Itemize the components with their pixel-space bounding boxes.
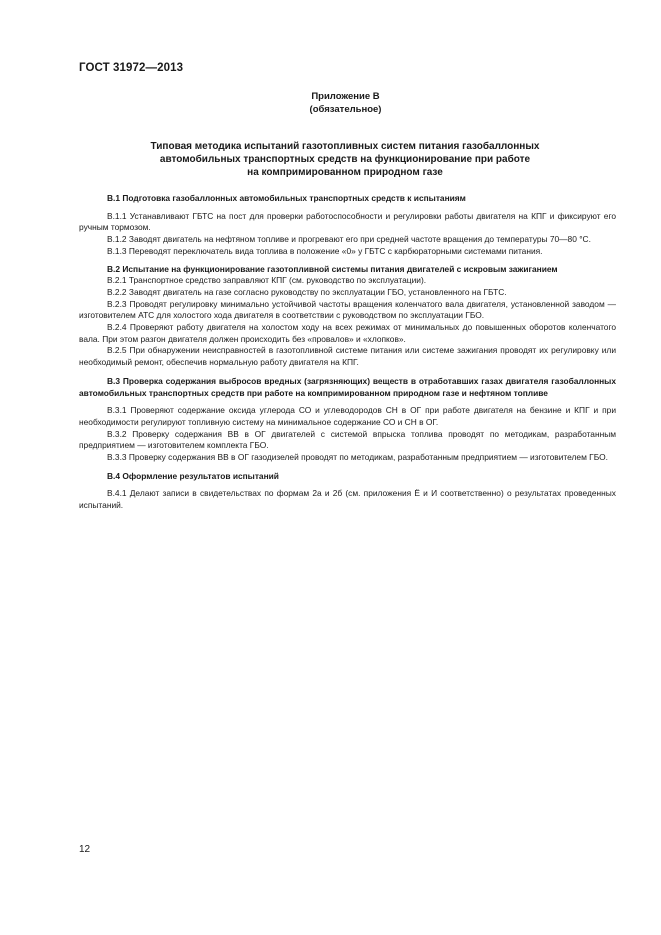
appendix-label: Приложение В [311, 91, 380, 102]
paragraph-b2-3: В.2.3 Проводят регулировку минимально устойчивой частоты вращения коленчатого вала двигателя, установленной заводом — изготовителем АТС для холостого хода двигателя в соответствии с руководством по эксплуатации ГБО. [79, 298, 616, 321]
paragraph-b3-3: В.3.3 Проверку содержания ВВ в ОГ газодизелей проводят по методикам, разработанным предприятием — изготовителем ГБО. [107, 452, 608, 463]
section-heading-b1: В.1 Подготовка газобаллонных автомобильных транспортных средств к испытаниям [107, 193, 466, 203]
paragraph-b1-3: В.1.3 Переводят переключатель вида топлива в положение «0» у ГБТС с карбюраторными системами питания. [107, 245, 543, 256]
paragraph-b1-2: В.1.2 Заводят двигатель на нефтяном топливе и прогревают его при средней частоте вращения до температуры 70—80 °С. [107, 234, 591, 245]
paragraph-b3-1: В.3.1 Проверяют содержание оксида углерода СО и углеводородов СН в ОГ при работе двигателя на бензине и КПГ и при необходимости регулируют топливную систему на минимальное содержание СО и СН в ОГ. [79, 405, 616, 427]
paragraph-b3-2: В.3.2 Проверку содержания ВВ в ОГ двигателей с системой впрыска топлива проводят по методикам, разработанным предприятием — изготовителем комплекта ГБО. [79, 428, 616, 451]
title-line: Типовая методика испытаний газотопливных систем питания газобаллонных [150, 141, 540, 152]
paragraph-b4-1: В.4.1 Делают записи в свидетельствах по формам 2а и 2б (см. приложения Ё и И соответственно) о результатах проведенных испытаний. [79, 488, 616, 511]
paragraph-b1-1: В.1.1 Устанавливают ГБТС на пост для проверки работоспособности и регулировки работы двигателя на КПГ и фиксируют его ручным тормозом. [79, 210, 616, 233]
page-number: 12 [79, 844, 91, 855]
paragraph-b2-5: В.2.5 При обнаружении неисправностей в газотопливной системе питания или системе зажигания проводят их регулировку или необходимый ремонт, обеспечив нормальную работу двигателя на КПГ. [79, 345, 616, 368]
section-heading-b4: В.4 Оформление результатов испытаний [107, 470, 279, 481]
appendix-label-block [0, 90, 661, 116]
appendix-status: (обязательное) [309, 104, 382, 115]
paragraph-b2-1: В.2.1 Транспортное средство заправляют КПГ (см. руководство по эксплуатации). [107, 275, 427, 286]
title-line: автомобильных транспортных средств на функционирование при работе [159, 154, 531, 165]
title-line: на компримированном природном газе [247, 167, 443, 178]
section-heading-b3: В.3 Проверка содержания выбросов вредных (загрязняющих) веществ в отработавших газах двигателя газобаллонных автомобильных транспортных средств при работе на компримированном природном газе и нефтяном топливе [79, 375, 616, 398]
section-heading-b2: В.2 Испытание на функционирование газотопливной системы питания двигателей с искровым зажиганием [107, 263, 558, 274]
document-body [79, 193, 616, 512]
paragraph-b2-2: В.2.2 Заводят двигатель на газе согласно руководству по эксплуатации ГБО, установленного на ГБТС. [107, 286, 507, 297]
appendix-title [100, 140, 590, 179]
document-header: ГОСТ 31972—2013 [79, 62, 184, 74]
paragraph-b2-4: В.2.4 Проверяют работу двигателя на холостом ходу на всех режимах от минимальных до повышенных оборотов коленчатого вала. При этом разгон двигателя должен происходить без «провалов» и «хлопков». [79, 322, 616, 344]
